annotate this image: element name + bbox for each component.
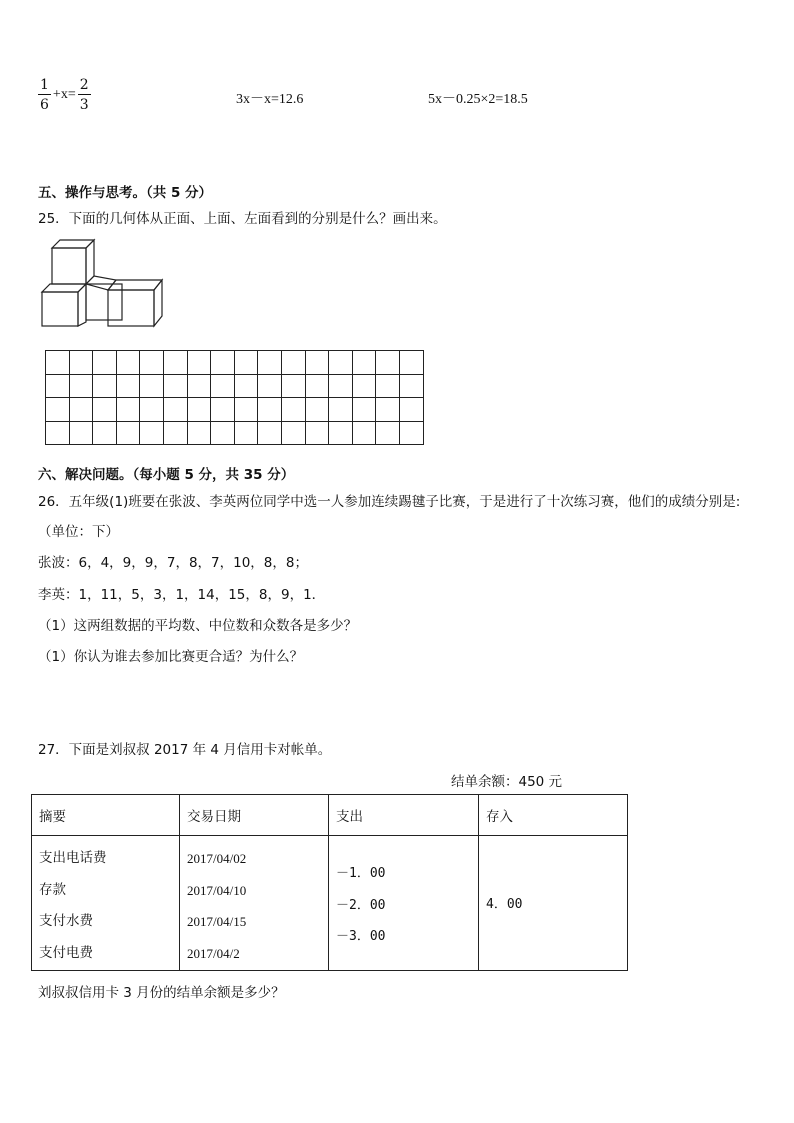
equation-1 — [38, 78, 91, 112]
fraction-numerator: 2 — [79, 77, 89, 93]
equation-3: 5x－0.25×2=18.5 — [428, 92, 528, 107]
date-item: 2017/04/10 — [187, 882, 247, 898]
header-summary: 摘要 — [32, 795, 180, 836]
li-ying-scores: 李英：1，11，5，3，1，14，15，8，9，1． — [38, 587, 326, 603]
header-deposit: 存入 — [479, 795, 628, 836]
equation-operator: +x= — [52, 87, 76, 102]
credit-card-statement-table — [31, 794, 628, 971]
grid-row — [46, 421, 424, 445]
question-27-title: 27．下面是刘叔叔 2017 年 4 月信用卡对帐单。 — [38, 742, 332, 758]
table-body-row — [32, 836, 628, 971]
table-header-row — [32, 795, 628, 836]
section-5-title: 五、操作与思考。（共 5 分） — [38, 185, 213, 201]
question-26-sub2: （1）你认为谁去参加比赛更合适？为什么？ — [38, 649, 304, 665]
summary-cell — [32, 836, 180, 971]
grid-row — [46, 374, 424, 398]
expense-item: －2．00 — [336, 897, 386, 913]
header-date: 交易日期 — [180, 795, 329, 836]
deposit-item: 4．00 — [486, 897, 523, 912]
summary-item: 支出电话费 — [39, 850, 107, 866]
grid-row — [46, 398, 424, 422]
question-27-ask: 刘叔叔信用卡 3 月份的结单余额是多少？ — [38, 985, 285, 1001]
summary-item: 支付电费 — [39, 944, 93, 961]
header-expense: 支出 — [329, 795, 479, 836]
summary-item: 存款 — [39, 881, 66, 898]
expense-cell — [329, 836, 479, 971]
fraction-denominator: 3 — [79, 97, 89, 113]
summary-item: 支付水费 — [39, 913, 93, 929]
fraction-one-sixth — [38, 78, 51, 112]
fraction-numerator: 1 — [40, 77, 49, 93]
equation-2: 3x－x=12.6 — [236, 92, 304, 107]
fraction-two-thirds — [78, 78, 91, 112]
question-25: 25．下面的几何体从正面、上面、左面看到的分别是什么？画出来。 — [38, 211, 447, 227]
fraction-denominator: 6 — [40, 97, 49, 113]
question-26-sub1: （1）这两组数据的平均数、中位数和众数各是多少？ — [38, 618, 358, 634]
date-item: 2017/04/02 — [187, 851, 247, 866]
question-26-unit: （单位：下） — [38, 524, 119, 540]
zhang-bo-scores: 张波：6，4，9，9，7，8，7，10，8，8； — [38, 555, 308, 571]
date-item: 2017/04/2 — [187, 945, 240, 961]
section-6-title: 六、解决问题。（每小题 5 分，共 35 分） — [38, 467, 295, 483]
expense-item: －1．00 — [336, 866, 386, 881]
date-cell — [180, 836, 329, 971]
expense-item: －3．00 — [336, 929, 386, 944]
question-26-line1: 26．五年级(1)班要在张波、李英两位同学中选一人参加连续踢毽子比赛，于是进行了十次练习赛，他们的成绩分别是: — [38, 494, 741, 510]
date-item: 2017/04/15 — [187, 914, 247, 929]
deposit-cell — [479, 836, 628, 971]
statement-balance: 结单余额：450 元 — [451, 774, 563, 790]
grid-row — [46, 351, 424, 375]
cube-figure-image — [38, 236, 166, 330]
drawing-grid[interactable] — [45, 350, 424, 445]
